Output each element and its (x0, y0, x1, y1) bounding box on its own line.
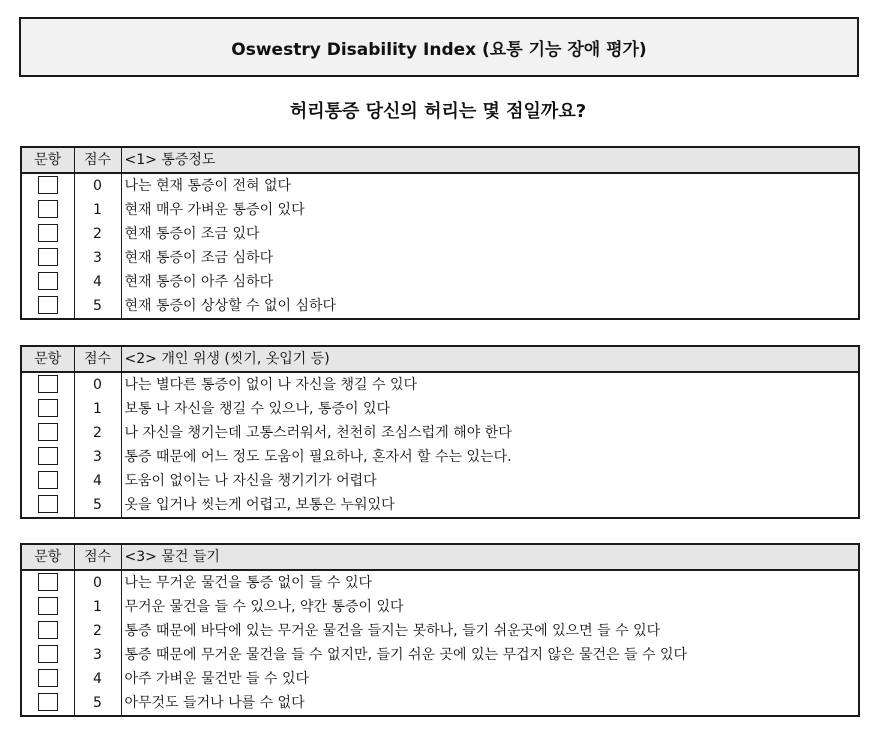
option-text: 나는 현재 통증이 전혀 없다 (121, 173, 859, 198)
checkbox-cell (21, 595, 74, 619)
option-checkbox[interactable] (38, 573, 58, 591)
option-text: 통증 때문에 어느 정도 도움이 필요하나, 혼자서 할 수는 있는다. (121, 445, 859, 469)
checkbox-cell (21, 270, 74, 294)
section-1-table (20, 146, 860, 320)
option-text: 무거운 물건을 들 수 있으나, 약간 통증이 있다 (121, 595, 859, 619)
option-row (21, 493, 859, 518)
option-score: 3 (74, 246, 121, 270)
checkbox-cell (21, 198, 74, 222)
header-item: 문항 (21, 544, 74, 570)
option-text: 통증 때문에 바닥에 있는 무거운 물건을 들지는 못하나, 들기 쉬운곳에 있으면 들 수 있다 (121, 619, 859, 643)
option-text: 나는 무거운 물건을 통증 없이 들 수 있다 (121, 570, 859, 595)
option-row (21, 469, 859, 493)
checkbox-cell (21, 619, 74, 643)
option-checkbox[interactable] (38, 272, 58, 290)
option-score: 1 (74, 595, 121, 619)
section-header-row (21, 147, 859, 173)
checkbox-cell (21, 667, 74, 691)
option-score: 2 (74, 222, 121, 246)
header-item: 문항 (21, 346, 74, 372)
option-checkbox[interactable] (38, 495, 58, 513)
option-text: 아주 가벼운 물건만 들 수 있다 (121, 667, 859, 691)
option-text: 나 자신을 챙기는데 고통스러워서, 천천히 조심스럽게 해야 한다 (121, 421, 859, 445)
option-text: 나는 별다른 통증이 없이 나 자신을 챙길 수 있다 (121, 372, 859, 397)
option-text: 보통 나 자신을 챙길 수 있으나, 통증이 있다 (121, 397, 859, 421)
option-text: 도움이 없이는 나 자신을 챙기기가 어렵다 (121, 469, 859, 493)
option-row (21, 173, 859, 198)
option-row (21, 270, 859, 294)
option-score: 1 (74, 198, 121, 222)
option-score: 2 (74, 421, 121, 445)
option-checkbox[interactable] (38, 296, 58, 314)
option-row (21, 222, 859, 246)
option-checkbox[interactable] (38, 471, 58, 489)
section-header-row (21, 544, 859, 570)
option-row (21, 198, 859, 222)
option-checkbox[interactable] (38, 200, 58, 218)
option-text: 아무것도 들거나 나를 수 없다 (121, 691, 859, 716)
option-checkbox[interactable] (38, 447, 58, 465)
option-text: 통증 때문에 무거운 물건을 들 수 없지만, 들기 쉬운 곳에 있는 무겁지 않은 물건은 들 수 있다 (121, 643, 859, 667)
checkbox-cell (21, 445, 74, 469)
option-text: 현재 통증이 상상할 수 없이 심하다 (121, 294, 859, 319)
section-3-table (20, 543, 860, 717)
option-row (21, 570, 859, 595)
option-text: 현재 통증이 조금 심하다 (121, 246, 859, 270)
option-score: 0 (74, 570, 121, 595)
checkbox-cell (21, 643, 74, 667)
section-header-row (21, 346, 859, 372)
section-title: <3> 물건 들기 (121, 544, 859, 570)
option-checkbox[interactable] (38, 423, 58, 441)
checkbox-cell (21, 469, 74, 493)
option-text: 현재 매우 가벼운 통증이 있다 (121, 198, 859, 222)
checkbox-cell (21, 691, 74, 716)
option-row (21, 294, 859, 319)
option-score: 0 (74, 372, 121, 397)
option-checkbox[interactable] (38, 399, 58, 417)
header-score: 점수 (74, 544, 121, 570)
option-score: 3 (74, 643, 121, 667)
checkbox-cell (21, 570, 74, 595)
option-text: 현재 통증이 조금 있다 (121, 222, 859, 246)
option-row (21, 397, 859, 421)
header-item: 문항 (21, 147, 74, 173)
option-score: 4 (74, 270, 121, 294)
checkbox-cell (21, 294, 74, 319)
option-score: 5 (74, 493, 121, 518)
option-checkbox[interactable] (38, 669, 58, 687)
section-2-table (20, 345, 860, 519)
option-row (21, 691, 859, 716)
option-row (21, 445, 859, 469)
option-score: 1 (74, 397, 121, 421)
form-subtitle: 허리통증 당신의 허리는 몇 점일까요? (289, 101, 587, 122)
header-score: 점수 (74, 147, 121, 173)
option-checkbox[interactable] (38, 621, 58, 639)
option-score: 4 (74, 469, 121, 493)
option-checkbox[interactable] (38, 645, 58, 663)
checkbox-cell (21, 372, 74, 397)
checkbox-cell (21, 421, 74, 445)
option-row (21, 619, 859, 643)
section-title: <2> 개인 위생 (씻기, 옷입기 등) (121, 346, 859, 372)
option-checkbox[interactable] (38, 375, 58, 393)
header-score: 점수 (74, 346, 121, 372)
option-text: 현재 통증이 아주 심하다 (121, 270, 859, 294)
option-text: 옷을 입거나 씻는게 어렵고, 보통은 누워있다 (121, 493, 859, 518)
option-score: 3 (74, 445, 121, 469)
option-score: 0 (74, 173, 121, 198)
option-score: 5 (74, 294, 121, 319)
checkbox-cell (21, 222, 74, 246)
option-row (21, 667, 859, 691)
option-checkbox[interactable] (38, 248, 58, 266)
checkbox-cell (21, 173, 74, 198)
checkbox-cell (21, 246, 74, 270)
option-checkbox[interactable] (38, 693, 58, 711)
option-row (21, 246, 859, 270)
option-score: 2 (74, 619, 121, 643)
form-title: Oswestry Disability Index (요통 기능 장애 평가) (19, 17, 859, 77)
option-checkbox[interactable] (38, 224, 58, 242)
option-row (21, 372, 859, 397)
option-row (21, 643, 859, 667)
option-row (21, 421, 859, 445)
option-row (21, 595, 859, 619)
option-checkbox[interactable] (38, 597, 58, 615)
option-score: 5 (74, 691, 121, 716)
option-score: 4 (74, 667, 121, 691)
option-checkbox[interactable] (38, 176, 58, 194)
section-title: <1> 통증정도 (121, 147, 859, 173)
checkbox-cell (21, 397, 74, 421)
checkbox-cell (21, 493, 74, 518)
